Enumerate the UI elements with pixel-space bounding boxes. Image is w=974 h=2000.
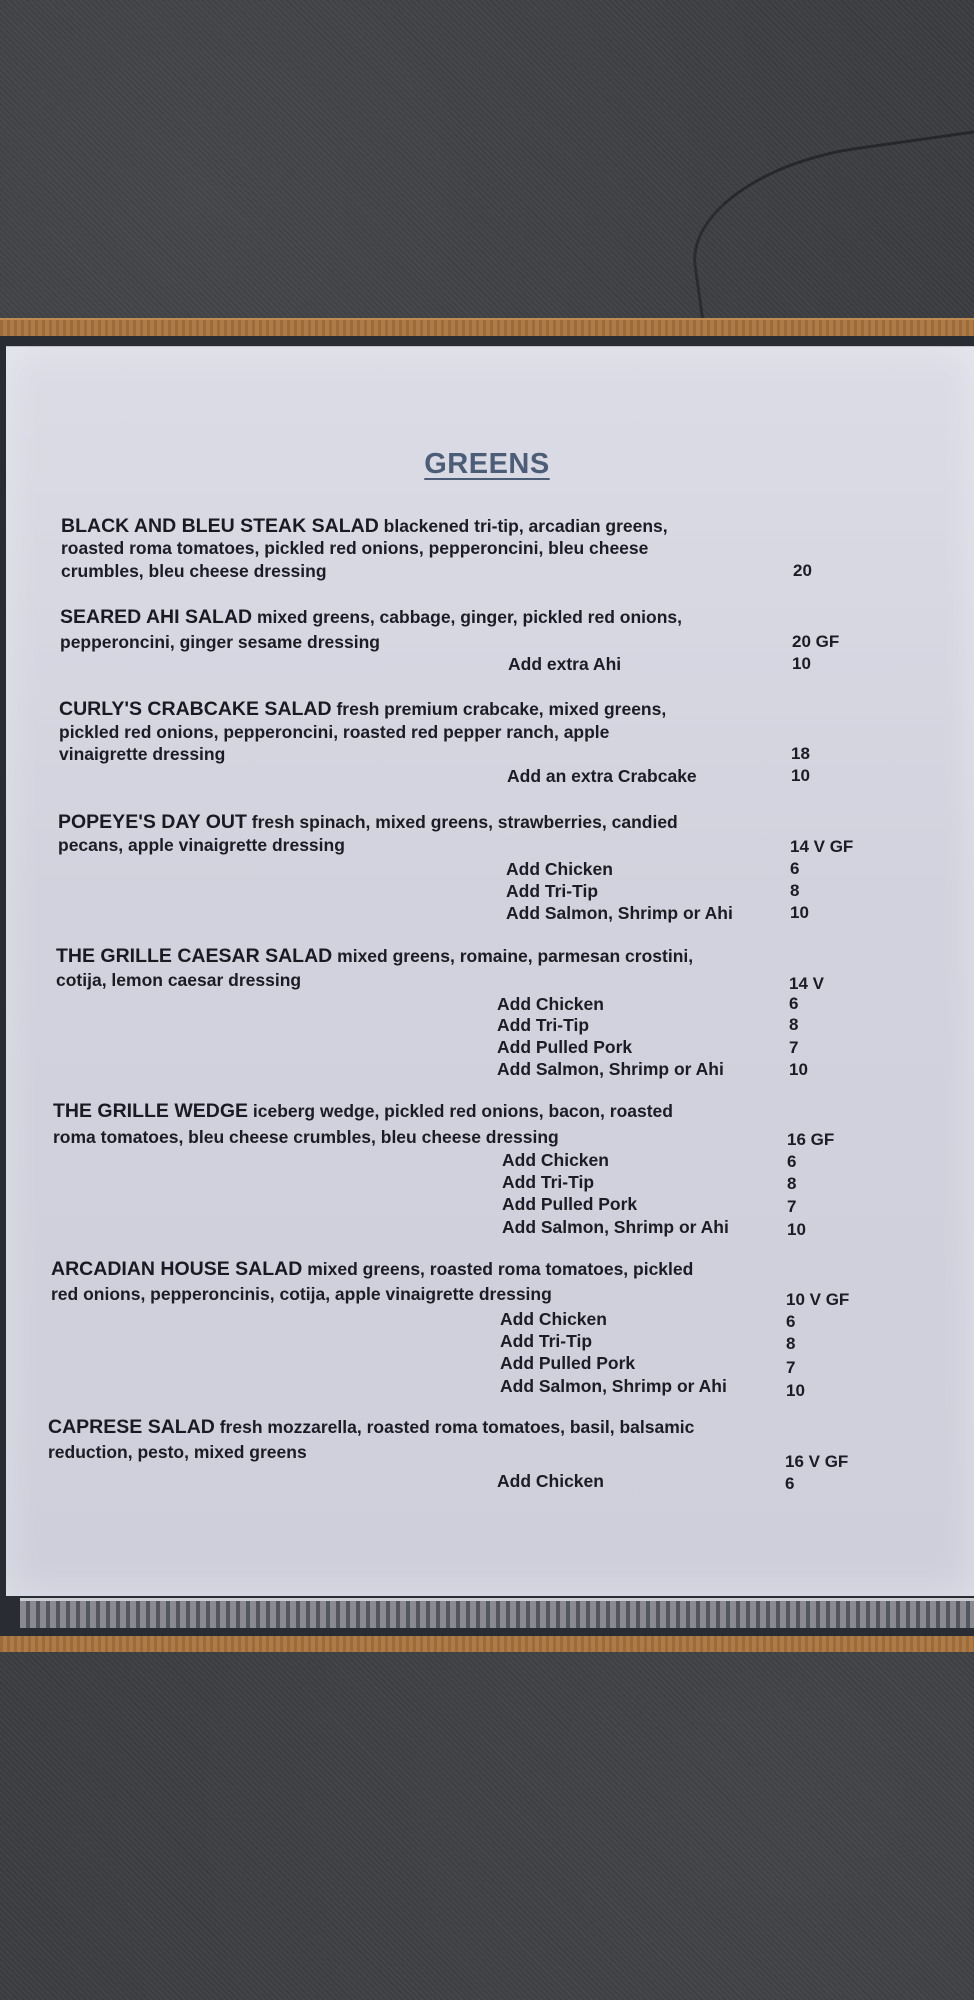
item-6-addon-0-label: Add Chicken xyxy=(500,1309,607,1329)
item-7-line-1 xyxy=(48,1416,694,1439)
item-4-desc-2: cotija, lemon caesar dressing xyxy=(56,970,302,990)
item-6-desc-2: red onions, pepperoncinis, cotija, apple vinaigrette dressing xyxy=(51,1284,552,1304)
item-6-name: ARCADIAN HOUSE SALAD xyxy=(51,1258,303,1280)
item-5-addon-2-price: 7 xyxy=(787,1197,797,1216)
item-2-desc-3: vinaigrette dressing xyxy=(59,744,226,764)
item-4-addon-1-label: Add Tri-Tip xyxy=(497,1015,590,1035)
item-6-price: 10 V GF xyxy=(786,1290,850,1309)
item-4-name: THE GRILLE CAESAR SALAD xyxy=(56,945,333,967)
item-6-addon-1-label: Add Tri-Tip xyxy=(500,1331,593,1351)
item-5-addon-0-price: 6 xyxy=(787,1152,797,1171)
item-0-desc-3: crumbles, bleu cheese dressing xyxy=(61,561,327,581)
item-1-desc-1: mixed greens, cabbage, ginger, pickled red onions, xyxy=(257,607,682,627)
item-2-desc-2: pickled red onions, pepperoncini, roasted red pepper ranch, apple xyxy=(59,722,610,742)
item-0-desc-2: roasted roma tomatoes, pickled red onions, pepperoncini, bleu cheese xyxy=(61,538,649,558)
item-7-price: 16 V GF xyxy=(785,1452,849,1471)
item-2-line-1 xyxy=(59,698,666,721)
item-0-name: BLACK AND BLEU STEAK SALAD xyxy=(61,515,379,537)
item-2-price: 18 xyxy=(791,744,810,763)
item-1-price: 20 GF xyxy=(792,632,840,651)
stone-crack xyxy=(680,130,974,330)
item-7-desc-1: fresh mozzarella, roasted roma tomatoes, basil, balsamic xyxy=(219,1417,695,1437)
item-7-desc-2: reduction, pesto, mixed greens xyxy=(48,1442,307,1462)
item-6-addon-2-price: 7 xyxy=(786,1358,796,1377)
item-3-addon-2-label: Add Salmon, Shrimp or Ahi xyxy=(506,903,733,923)
menu-title: GREENS xyxy=(424,448,550,480)
item-4-addon-0-label: Add Chicken xyxy=(497,994,604,1014)
item-6-line-1 xyxy=(51,1258,693,1281)
item-4-addon-2-price: 7 xyxy=(789,1038,799,1057)
item-4-addon-1-price: 8 xyxy=(789,1015,799,1034)
item-2-name: CURLY'S CRABCAKE SALAD xyxy=(59,698,332,720)
item-4-addon-0-price: 6 xyxy=(789,994,799,1013)
item-7-addon-0-price: 6 xyxy=(785,1474,795,1493)
item-5-desc-2: roma tomatoes, bleu cheese crumbles, bleu cheese dressing xyxy=(53,1127,559,1147)
item-3-line-1 xyxy=(58,811,678,834)
item-5-addon-1-label: Add Tri-Tip xyxy=(502,1172,595,1192)
item-5-addon-2-label: Add Pulled Pork xyxy=(502,1194,638,1214)
item-0-desc-1: blackened tri-tip, arcadian greens, xyxy=(383,516,668,536)
item-6-addon-2-label: Add Pulled Pork xyxy=(500,1353,636,1373)
item-2-addon-0-label: Add an extra Crabcake xyxy=(507,766,697,786)
item-5-line-1 xyxy=(53,1100,673,1123)
item-3-addon-1-label: Add Tri-Tip xyxy=(506,881,599,901)
item-4-addon-3-label: Add Salmon, Shrimp or Ahi xyxy=(497,1059,724,1079)
item-5-name: THE GRILLE WEDGE xyxy=(53,1100,248,1122)
item-6-addon-3-price: 10 xyxy=(786,1381,805,1400)
item-6-desc-1: mixed greens, roasted roma tomatoes, pickled xyxy=(307,1259,694,1279)
item-0-price: 20 xyxy=(793,561,812,580)
item-2-addon-0-price: 10 xyxy=(791,766,810,785)
item-0-line-1 xyxy=(61,515,668,538)
sleeve-bottom-edge xyxy=(20,1598,974,1628)
item-5-addon-3-label: Add Salmon, Shrimp or Ahi xyxy=(502,1217,729,1237)
item-2-desc-1: fresh premium crabcake, mixed greens, xyxy=(336,699,667,719)
item-3-name: POPEYE'S DAY OUT xyxy=(58,811,247,833)
item-6-addon-0-price: 6 xyxy=(786,1312,796,1331)
item-1-addon-0-price: 10 xyxy=(792,654,811,673)
item-3-addon-0-label: Add Chicken xyxy=(506,859,613,879)
item-6-addon-3-label: Add Salmon, Shrimp or Ahi xyxy=(500,1376,727,1396)
item-5-addon-0-label: Add Chicken xyxy=(502,1150,609,1170)
item-4-desc-1: mixed greens, romaine, parmesan crostini, xyxy=(337,946,694,966)
item-6-addon-1-price: 8 xyxy=(786,1334,796,1353)
item-3-desc-2: pecans, apple vinaigrette dressing xyxy=(58,835,345,855)
item-1-line-1 xyxy=(60,606,682,629)
item-4-price: 14 V xyxy=(789,974,824,993)
item-3-addon-1-price: 8 xyxy=(790,881,800,900)
item-4-addon-3-price: 10 xyxy=(789,1060,808,1079)
item-3-addon-2-price: 10 xyxy=(790,903,809,922)
item-5-addon-1-price: 8 xyxy=(787,1174,797,1193)
item-3-addon-0-price: 6 xyxy=(790,859,800,878)
item-3-desc-1: fresh spinach, mixed greens, strawberries, candied xyxy=(251,812,678,832)
item-4-line-1 xyxy=(56,945,693,968)
item-7-addon-0-label: Add Chicken xyxy=(497,1471,604,1491)
item-1-desc-2: pepperoncini, ginger sesame dressing xyxy=(60,632,380,652)
item-1-addon-0-label: Add extra Ahi xyxy=(508,654,622,674)
item-4-addon-2-label: Add Pulled Pork xyxy=(497,1037,633,1057)
item-7-name: CAPRESE SALAD xyxy=(48,1416,215,1438)
item-1-name: SEARED AHI SALAD xyxy=(60,606,253,628)
item-5-price: 16 GF xyxy=(787,1130,835,1149)
item-3-price: 14 V GF xyxy=(790,837,854,856)
item-5-desc-1: iceberg wedge, pickled red onions, bacon, roasted xyxy=(252,1101,673,1121)
item-5-addon-3-price: 10 xyxy=(787,1220,806,1239)
